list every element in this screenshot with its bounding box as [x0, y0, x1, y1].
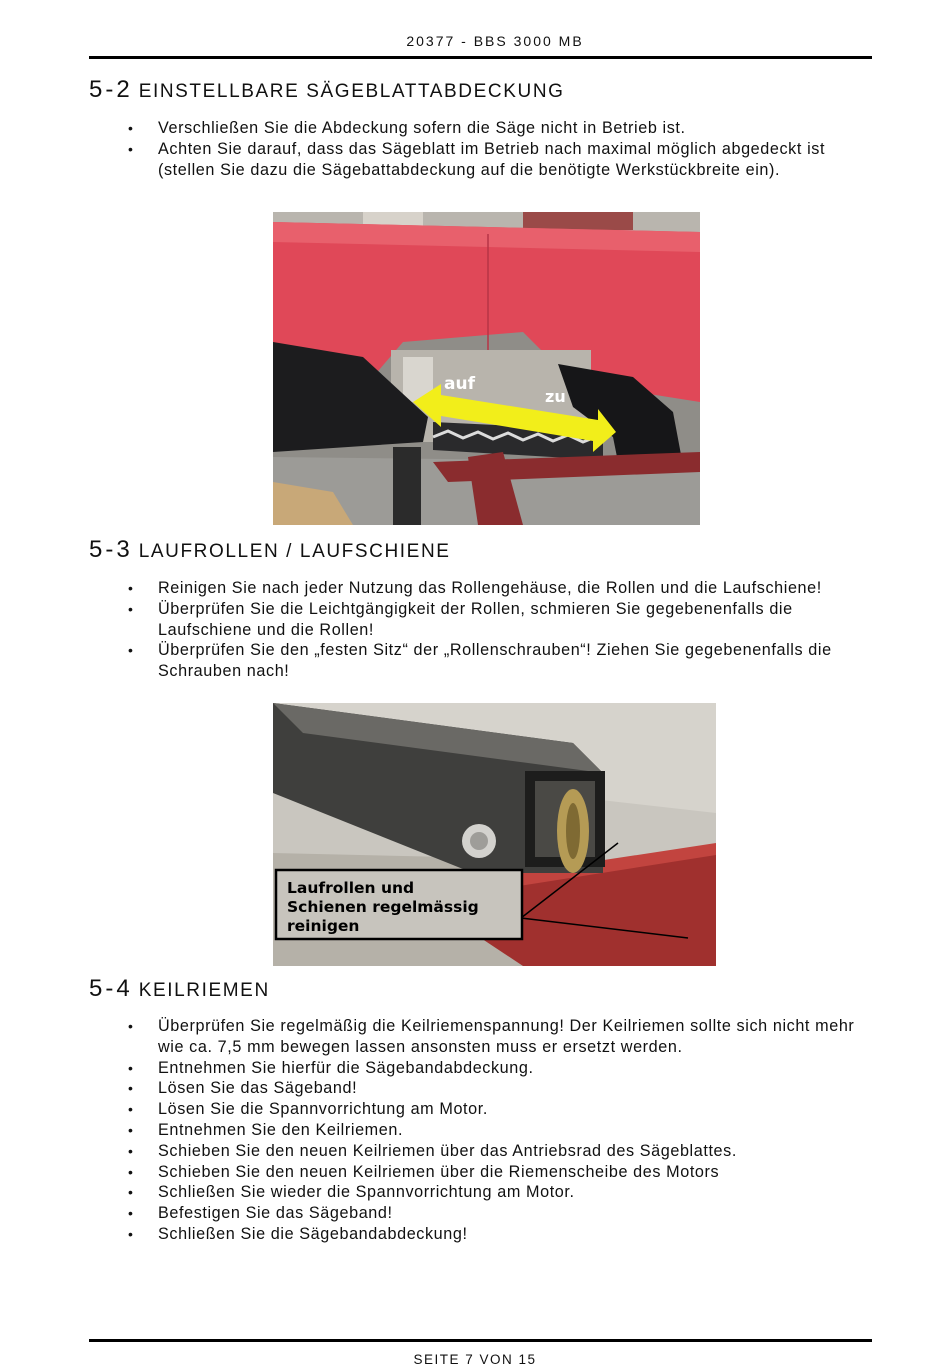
- bullet-icon: •: [128, 1142, 134, 1159]
- list-item: • Schieben Sie den neuen Keilriemen über das Antriebsrad des Sägeblattes.: [128, 1141, 737, 1160]
- bullet-icon: •: [128, 1080, 134, 1097]
- bullet-icon: •: [128, 1225, 134, 1242]
- list-item: • Schieben Sie den neuen Keilriemen über die Riemenscheibe des Motors: [128, 1162, 720, 1181]
- section-heading-5-3: [89, 536, 451, 564]
- callout-line: reinigen: [287, 917, 360, 935]
- page-number: SEITE 7 VON 15: [413, 1352, 537, 1367]
- bullet-list-5-4: [89, 1016, 869, 1245]
- rail-roller-photo: [273, 703, 716, 966]
- list-item: • Überprüfen Sie die Leichtgängigkeit der Rollen, schmieren Sie gegebenenfalls die Laufschiene und die Rollen!: [128, 599, 793, 639]
- saw-blade-cover-photo: [273, 212, 700, 525]
- bullet-icon: •: [128, 1018, 134, 1034]
- bullet-icon: •: [128, 600, 134, 617]
- document-header: 20377 - BBS 3000 MB: [406, 33, 584, 49]
- bullet-list-5-2: [89, 118, 869, 180]
- section-heading-5-4: [89, 975, 270, 1003]
- bullet-icon: •: [128, 642, 134, 659]
- header-rule: [89, 56, 872, 59]
- section-heading-5-2: [89, 76, 565, 104]
- list-item: • Schließen Sie die Sägebandabdeckung!: [128, 1224, 468, 1243]
- bullet-icon: •: [128, 120, 134, 136]
- section-title: EINSTELLBARE SÄGEBLATTABDECKUNG: [138, 81, 565, 102]
- section-title: LAUFROLLEN / LAUFSCHIENE: [138, 541, 451, 562]
- list-item: • Befestigen Sie das Sägeband!: [128, 1204, 393, 1223]
- saw-blade-cover-illustration: [273, 212, 700, 525]
- section-title: KEILRIEMEN: [138, 980, 270, 1001]
- list-item: • Achten Sie darauf, dass das Sägeblatt im Betrieb nach maximal möglich abgedeckt ist (stellen Sie dazu die Sägebattabdeckung auf die benötigte Werkstückbreite ein).: [128, 139, 826, 179]
- list-item: • Entnehmen Sie den Keilriemen.: [128, 1120, 404, 1139]
- list-item: • Schließen Sie wieder die Spannvorrichtung am Motor.: [128, 1183, 575, 1202]
- label-close: zu: [545, 387, 566, 406]
- list-item: • Reinigen Sie nach jeder Nutzung das Rollengehäuse, die Rollen und die Laufschiene!: [128, 579, 822, 597]
- callout-line: Schienen regelmässig: [287, 898, 479, 916]
- section-number: 5-2: [89, 76, 133, 103]
- label-open: auf: [444, 374, 475, 394]
- section-number: 5-4: [89, 975, 133, 1002]
- bullet-list-5-3: [89, 578, 869, 682]
- list-item: • Überprüfen Sie den „festen Sitz“ der „Rollenschrauben“! Ziehen Sie gegebenenfalls die Schrauben nach!: [128, 641, 832, 681]
- bullet-icon: •: [128, 140, 134, 157]
- list-item: • Verschließen Sie die Abdeckung sofern die Säge nicht in Betrieb ist.: [128, 119, 686, 137]
- section-number: 5-3: [89, 536, 133, 563]
- bullet-icon: •: [128, 1121, 134, 1138]
- list-item: • Entnehmen Sie hierfür die Sägebandabdeckung.: [128, 1058, 534, 1077]
- bullet-icon: •: [128, 1184, 134, 1201]
- rail-roller-illustration: [273, 703, 716, 966]
- footer-rule: [89, 1339, 872, 1342]
- list-item: • Lösen Sie das Sägeband!: [128, 1079, 358, 1098]
- bullet-icon: •: [128, 1059, 134, 1076]
- bullet-icon: •: [128, 1163, 134, 1180]
- list-item: • Lösen Sie die Spannvorrichtung am Motor.: [128, 1100, 488, 1119]
- bullet-icon: •: [128, 1205, 134, 1222]
- list-item: • Überprüfen Sie regelmäßig die Keilriemenspannung! Der Keilriemen sollte sich nicht mehr wie ca. 7,5 mm bewegen lassen ansonsten muss er ersetzt werden.: [128, 1017, 855, 1056]
- bullet-icon: •: [128, 580, 134, 596]
- bullet-icon: •: [128, 1101, 134, 1118]
- callout-line: Laufrollen und: [287, 879, 415, 897]
